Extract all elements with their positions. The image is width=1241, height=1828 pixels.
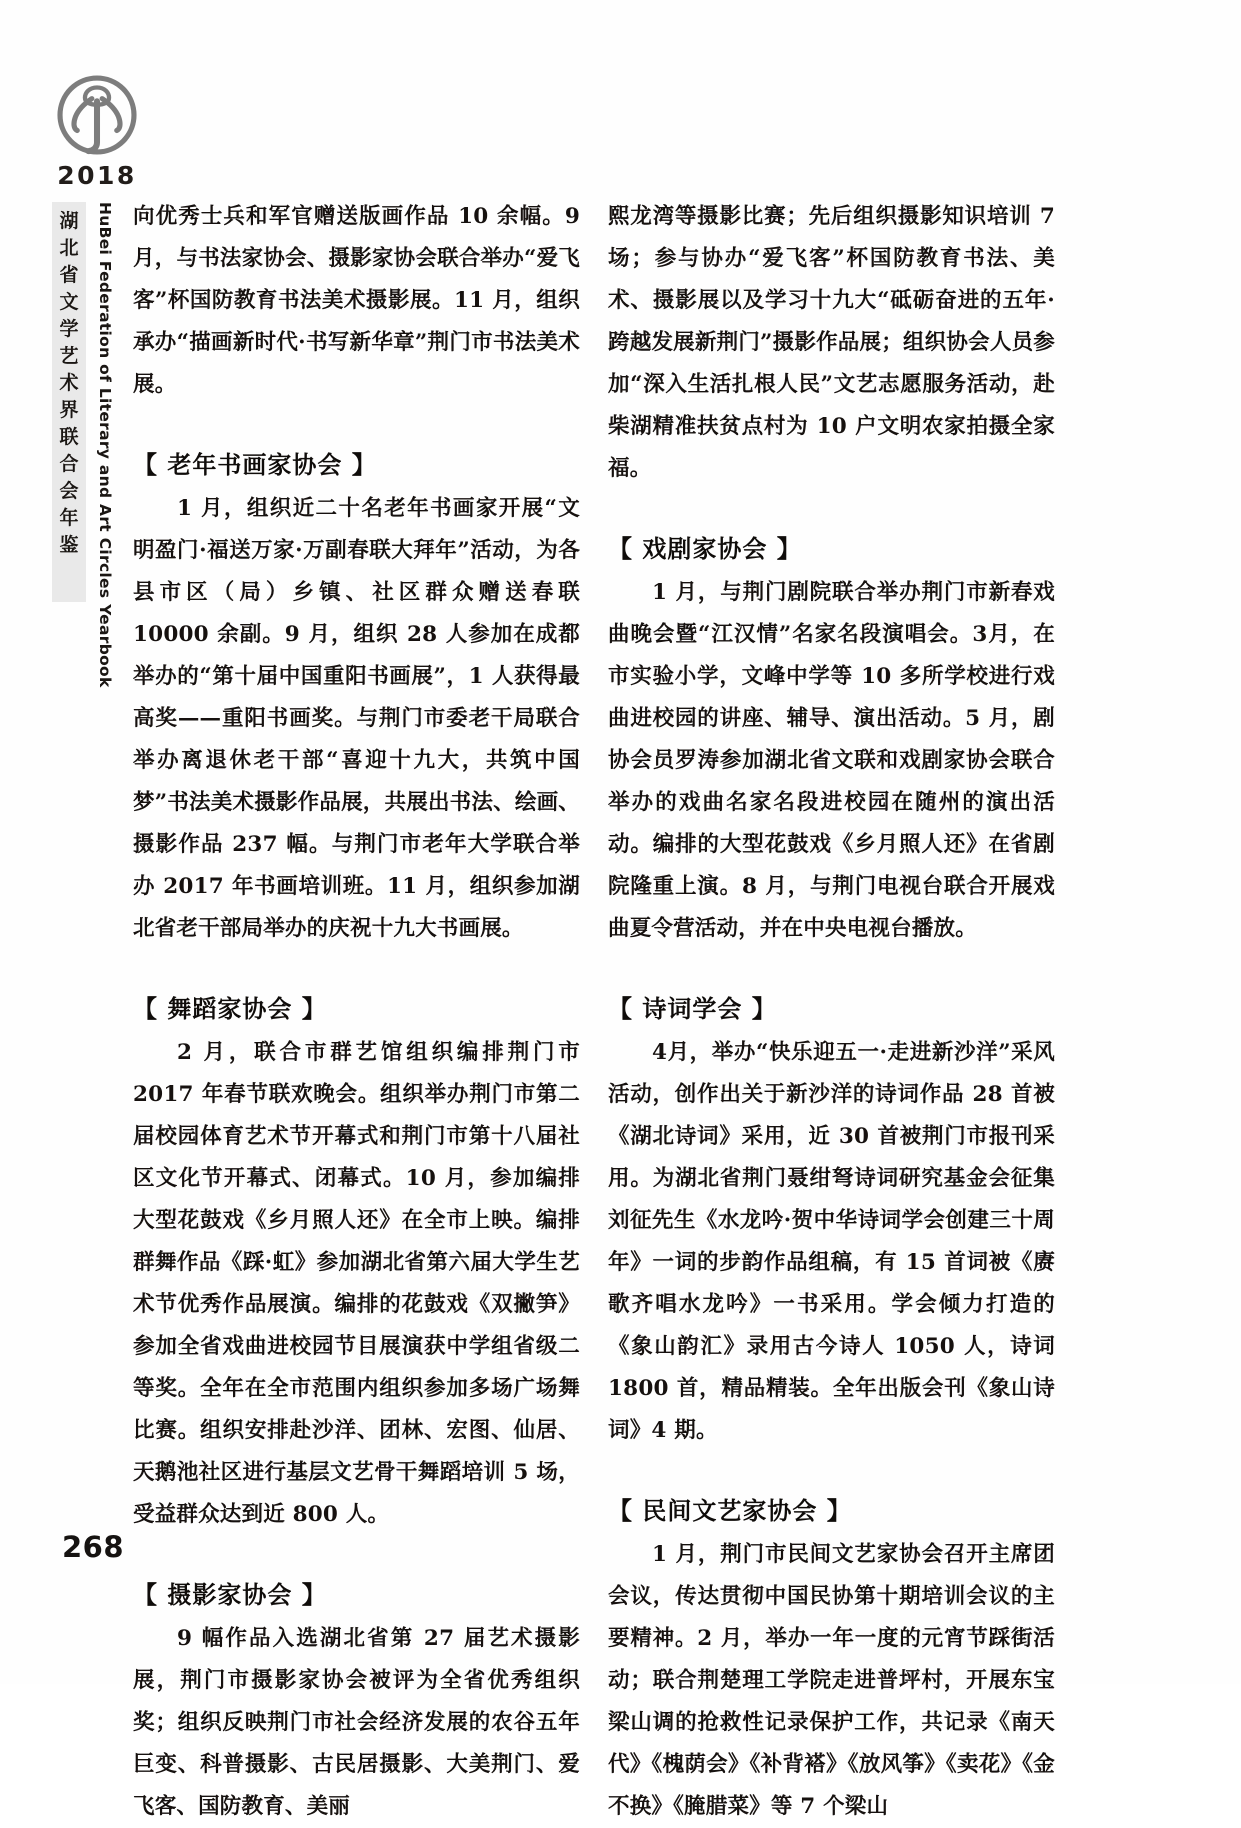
vertical-title-english — [90, 202, 120, 688]
section-heading: 【 诗词学会 】 — [608, 995, 777, 1023]
section-heading: 【 摄影家协会 】 — [133, 1581, 327, 1609]
federation-emblem-icon — [54, 72, 140, 158]
vertical-title-char: 年 — [59, 507, 79, 529]
vertical-title-char: 界 — [59, 399, 79, 421]
body-paragraph: 9 幅作品入选湖北省第 27 届艺术摄影展，荆门市摄影家协会被评为全省优秀组织奖；组织反映荆门市社会经济发展的农谷五年巨变、科普摄影、古民居摄影、大美荆门、爱飞客、国防教育、美丽 — [133, 1626, 580, 1819]
vertical-title-char: 文 — [59, 291, 79, 313]
section-heading: 【 民间文艺家协会 】 — [608, 1497, 852, 1525]
body-paragraph: 向优秀士兵和军官赠送版画作品 10 余幅。9 月，与书法家协会、摄影家协会联合举办“爱飞客”杯国防教育书法美术摄影展。11 月，组织承办“描画新时代·书写新华章”荆门市书法美术展。 — [133, 204, 580, 397]
vertical-title-char: 会 — [59, 480, 79, 502]
section-heading: 【 舞蹈家协会 】 — [133, 995, 327, 1023]
vertical-title-char: 学 — [59, 318, 79, 340]
vertical-title-char: 术 — [59, 372, 79, 394]
vertical-title-char: 合 — [59, 453, 79, 475]
body-paragraph: 熙龙湾等摄影比赛；先后组织摄影知识培训 7 场；参与协办“爱飞客”杯国防教育书法、美术、摄影展以及学习十九大“砥砺奋进的五年·跨越发展新荆门”摄影作品展；组织协会人员参加“深入生活扎根人民”文艺志愿服务活动，赴柴湖精准扶贫点村为 10 户文明农家拍摄全家福。 — [608, 204, 1055, 481]
section-heading: 【 戏剧家协会 】 — [608, 535, 802, 563]
body-paragraph: 1 月，与荆门剧院联合举办荆门市新春戏曲晚会暨“江汉情”名家名段演唱会。3月，在市实验小学，文峰中学等 10 多所学校进行戏曲进校园的讲座、辅导、演出活动。5 月，剧协会员罗涛参加湖北省文联和戏剧家协会联合举办的戏曲名家名段进校园在随州的演出活动。编排的大型花鼓戏《乡月照人还》在省剧院隆重上演。8 月，与荆门电视台联合开展戏曲夏令营活动，并在中央电视台播放。 — [608, 580, 1055, 941]
section-heading: 【 老年书画家协会 】 — [133, 451, 377, 479]
vertical-title-char: 湖 — [59, 210, 79, 232]
publisher-logo — [44, 72, 150, 190]
logo-year-label: 2018 — [57, 161, 137, 190]
column-right — [608, 196, 1055, 1828]
body-paragraph: 1 月，荆门市民间文艺家协会召开主席团会议，传达贯彻中国民协第十期培训会议的主要精神。2 月，举办一年一度的元宵节踩街活动；联合荆楚理工学院走进普坪村，开展东宝梁山调的抢救性记录保护工作，共记录《南天代》《槐荫会》《补背褡》《放风筝》《卖花》《金不换》《腌腊菜》等 7 个梁山 — [608, 1542, 1055, 1819]
body-columns — [133, 196, 1085, 1819]
column-left — [133, 196, 580, 1828]
vertical-title-char: 北 — [59, 237, 79, 259]
body-paragraph: 4月，举办“快乐迎五一·走进新沙洋”采风活动，创作出关于新沙洋的诗词作品 28 首被《湖北诗词》采用，近 30 首被荆门市报刊采用。为湖北省荆门聂绀弩诗词研究基金会征集刘征先生《水龙吟·贺中华诗词学会创建三十周年》一词的步韵作品组稿，有 15 首词被《赓歌齐唱水龙吟》一书采用。学会倾力打造的《象山韵汇》录用古今诗人 1050 人，诗词 1800 首，精品精装。全年出版会刊《象山诗词》4 期。 — [608, 1040, 1055, 1443]
body-paragraph: 2 月，联合市群艺馆组织编排荆门市 2017 年春节联欢晚会。组织举办荆门市第二届校园体育艺术节开幕式和荆门市第十八届社区文化节开幕式、闭幕式。10 月，参加编排大型花鼓戏《乡月照人还》在全市上映。编排群舞作品《踩·虹》参加湖北省第六届大学生艺术节优秀作品展演。编排的花鼓戏《双撇笋》参加全省戏曲进校园节目展演获中学组省级二等奖。全年在全市范围内组织参加多场广场舞比赛。组织安排赴沙洋、团林、宏图、仙居、天鹅池社区进行基层文艺骨干舞蹈培训 5 场，受益群众达到近 800 人。 — [133, 1040, 580, 1527]
body-paragraph: 1 月，组织近二十名老年书画家开展“文明盈门·福送万家·万副春联大拜年”活动，为各县市区（局）乡镇、社区群众赠送春联 10000 余副。9 月，组织 28 人参加在成都举办的“第十届中国重阳书画展”，1 人获得最高奖——重阳书画奖。与荆门市委老干局联合举办离退休老干部“喜迎十九大，共筑中国梦”书法美术摄影作品展，共展出书法、绘画、摄影作品 237 幅。与荆门市老年大学联合举办 2017 年书画培训班。11 月，组织参加湖北省老干部局举办的庆祝十九大书画展。 — [133, 496, 580, 941]
vertical-title-char: 鉴 — [59, 534, 79, 556]
vertical-title-char: 联 — [59, 426, 79, 448]
vertical-title-char: 省 — [59, 264, 79, 286]
vertical-title-char: 艺 — [59, 345, 79, 367]
vertical-title-english-text: HuBei Federation of Literary and Art Circles Yearbook — [96, 202, 114, 688]
vertical-title-chinese — [52, 202, 86, 602]
page-number: 268 — [62, 1530, 125, 1564]
